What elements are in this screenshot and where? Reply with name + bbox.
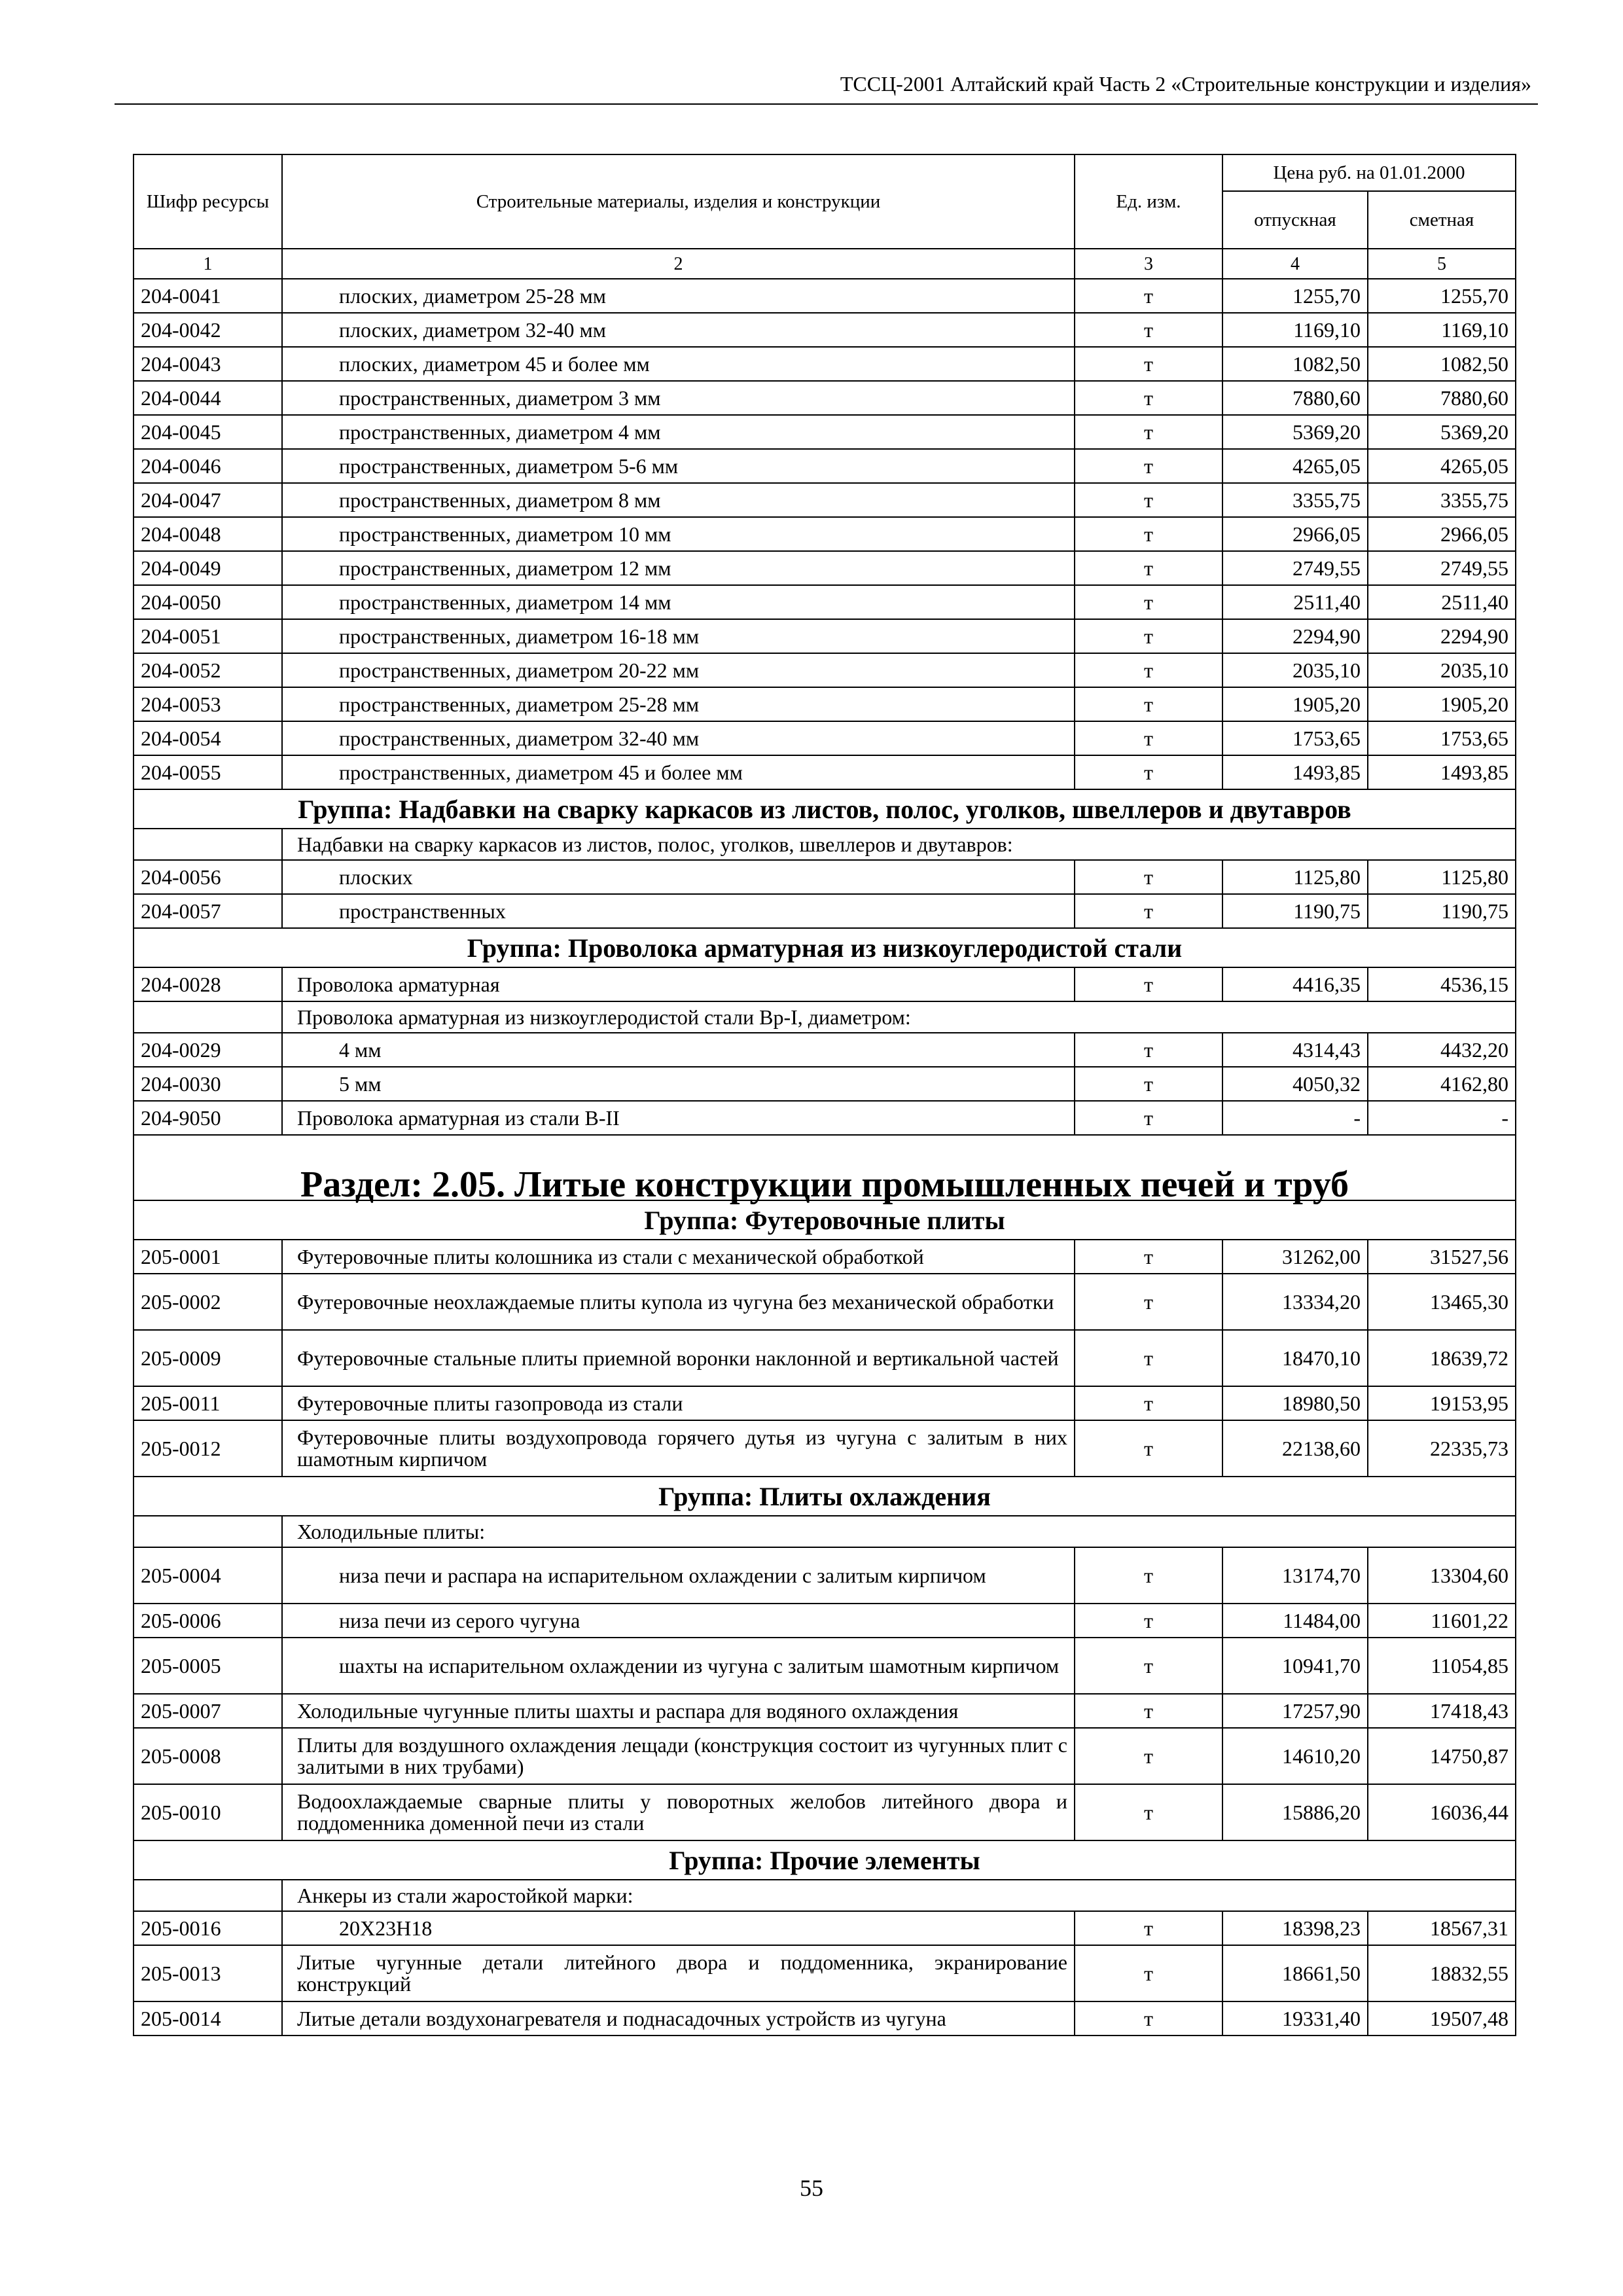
resource-code: 204-0043 — [134, 347, 282, 381]
resource-code: 204-9050 — [134, 1101, 282, 1135]
subheading-text: Надбавки на сварку каркасов из листов, полос, уголков, швеллеров и двутавров: — [282, 829, 1516, 860]
item-name: Футеровочные плиты газопровода из стали — [282, 1386, 1075, 1420]
unit-cell: т — [1075, 449, 1222, 483]
unit-cell: т — [1075, 1067, 1222, 1101]
unit-cell: т — [1075, 483, 1222, 517]
item-name: Холодильные чугунные плиты шахты и распара для водяного охлаждения — [282, 1694, 1075, 1728]
estimate-price: 5369,20 — [1368, 415, 1516, 449]
item-name: Плиты для воздушного охлаждения лещади (конструкция состоит из чугунных плит с залитыми в них трубами) — [282, 1728, 1075, 1784]
resource-code: 204-0030 — [134, 1067, 282, 1101]
unit-cell: т — [1075, 1420, 1222, 1477]
unit-cell: т — [1075, 2001, 1222, 2036]
release-price: 19331,40 — [1222, 2001, 1368, 2036]
column-number: 4 — [1222, 249, 1368, 279]
resource-code: 205-0005 — [134, 1638, 282, 1694]
unit-cell: т — [1075, 415, 1222, 449]
resource-code: 204-0054 — [134, 721, 282, 755]
estimate-price: 2511,40 — [1368, 585, 1516, 619]
table-row — [134, 483, 1516, 517]
item-name: пространственных, диаметром 10 мм — [282, 517, 1075, 551]
group-heading: Группа: Проволока арматурная из низкоуглеродистой стали — [134, 928, 1516, 967]
resource-code: 205-0004 — [134, 1547, 282, 1604]
resource-code: 204-0046 — [134, 449, 282, 483]
table-row — [134, 381, 1516, 415]
item-name: Литые чугунные детали литейного двора и поддоменника, экранирование конструкций — [282, 1945, 1075, 2001]
item-name: 5 мм — [282, 1067, 1075, 1101]
resource-code: 205-0007 — [134, 1694, 282, 1728]
item-name: Водоохлаждаемые сварные плиты у поворотных желобов литейного двора и поддоменника доменной печи из стали — [282, 1784, 1075, 1840]
estimate-price: 1082,50 — [1368, 347, 1516, 381]
estimate-price: 2294,90 — [1368, 619, 1516, 653]
unit-cell: т — [1075, 551, 1222, 585]
resource-code: 204-0049 — [134, 551, 282, 585]
release-price: 2294,90 — [1222, 619, 1368, 653]
estimate-price: 1125,80 — [1368, 860, 1516, 894]
unit-cell: т — [1075, 619, 1222, 653]
unit-cell: т — [1075, 517, 1222, 551]
group-heading: Группа: Прочие элементы — [134, 1840, 1516, 1880]
item-name: Футеровочные стальные плиты приемной воронки наклонной и вертикальной частей — [282, 1330, 1075, 1386]
release-price: 1753,65 — [1222, 721, 1368, 755]
estimate-price: 22335,73 — [1368, 1420, 1516, 1477]
item-name: Проволока арматурная из стали В-II — [282, 1101, 1075, 1135]
table-row — [134, 1604, 1516, 1638]
unit-cell: т — [1075, 279, 1222, 313]
header-rule — [115, 103, 1538, 105]
header-name: Строительные материалы, изделия и конструкции — [282, 154, 1075, 249]
unit-cell: т — [1075, 1784, 1222, 1840]
release-price: 18398,23 — [1222, 1911, 1368, 1945]
unit-cell: т — [1075, 1945, 1222, 2001]
price-table — [133, 154, 1516, 2036]
unit-cell: т — [1075, 1547, 1222, 1604]
table-row — [134, 517, 1516, 551]
resource-code: 204-0053 — [134, 687, 282, 721]
section-heading: Раздел: 2.05. Литые конструкции промышленных печей и труб — [134, 1135, 1516, 1200]
estimate-price: 4265,05 — [1368, 449, 1516, 483]
group-heading: Группа: Футеровочные плиты — [134, 1200, 1516, 1240]
table-row — [134, 1547, 1516, 1604]
estimate-price: - — [1368, 1101, 1516, 1135]
release-price: 14610,20 — [1222, 1728, 1368, 1784]
estimate-price: 1905,20 — [1368, 687, 1516, 721]
item-name: низа печи и распара на испарительном охлаждении с залитым кирпичом — [282, 1547, 1075, 1604]
table-row — [134, 1728, 1516, 1784]
item-name: пространственных, диаметром 32-40 мм — [282, 721, 1075, 755]
subheading-row — [134, 1516, 1516, 1547]
item-name: пространственных, диаметром 25-28 мм — [282, 687, 1075, 721]
column-number: 1 — [134, 249, 282, 279]
release-price: 1255,70 — [1222, 279, 1368, 313]
release-price: 5369,20 — [1222, 415, 1368, 449]
item-name: пространственных, диаметром 45 и более мм — [282, 755, 1075, 789]
resource-code: 204-0041 — [134, 279, 282, 313]
unit-cell: т — [1075, 967, 1222, 1001]
estimate-price: 13304,60 — [1368, 1547, 1516, 1604]
release-price: 1190,75 — [1222, 894, 1368, 928]
item-name: 4 мм — [282, 1033, 1075, 1067]
header-code: Шифр ресурсы — [134, 154, 282, 249]
estimate-price: 4536,15 — [1368, 967, 1516, 1001]
release-price: 18470,10 — [1222, 1330, 1368, 1386]
release-price: 22138,60 — [1222, 1420, 1368, 1477]
release-price: 4265,05 — [1222, 449, 1368, 483]
release-price: 2511,40 — [1222, 585, 1368, 619]
table-row — [134, 653, 1516, 687]
resource-code: 204-0056 — [134, 860, 282, 894]
subheading-text: Анкеры из стали жаростойкой марки: — [282, 1880, 1516, 1911]
unit-cell: т — [1075, 1386, 1222, 1420]
subheading-row — [134, 829, 1516, 860]
estimate-price: 1190,75 — [1368, 894, 1516, 928]
item-name: плоских, диаметром 32-40 мм — [282, 313, 1075, 347]
release-price: 4050,32 — [1222, 1067, 1368, 1101]
unit-cell: т — [1075, 381, 1222, 415]
unit-cell: т — [1075, 1911, 1222, 1945]
release-price: 4416,35 — [1222, 967, 1368, 1001]
resource-code: 205-0008 — [134, 1728, 282, 1784]
unit-cell: т — [1075, 347, 1222, 381]
table-row — [134, 894, 1516, 928]
unit-cell: т — [1075, 721, 1222, 755]
release-price: 3355,75 — [1222, 483, 1368, 517]
table-row — [134, 415, 1516, 449]
unit-cell: т — [1075, 894, 1222, 928]
group-heading-row — [134, 1477, 1516, 1516]
release-price: 1169,10 — [1222, 313, 1368, 347]
resource-code: 204-0044 — [134, 381, 282, 415]
unit-cell: т — [1075, 585, 1222, 619]
empty-cell — [134, 1001, 282, 1033]
table-row — [134, 1784, 1516, 1840]
resource-code: 204-0051 — [134, 619, 282, 653]
unit-cell: т — [1075, 1101, 1222, 1135]
item-name: 20Х23Н18 — [282, 1911, 1075, 1945]
empty-cell — [134, 1880, 282, 1911]
column-number: 2 — [282, 249, 1075, 279]
table-row — [134, 1638, 1516, 1694]
table-row — [134, 687, 1516, 721]
release-price: 4314,43 — [1222, 1033, 1368, 1067]
item-name: пространственных, диаметром 12 мм — [282, 551, 1075, 585]
table-row — [134, 1694, 1516, 1728]
item-name: плоских, диаметром 25-28 мм — [282, 279, 1075, 313]
header-estimate-price: сметная — [1368, 191, 1516, 249]
estimate-price: 2035,10 — [1368, 653, 1516, 687]
release-price: 13174,70 — [1222, 1547, 1368, 1604]
release-price: 1493,85 — [1222, 755, 1368, 789]
table-row — [134, 1420, 1516, 1477]
subheading-text: Проволока арматурная из низкоуглеродистой стали Вр-I, диаметром: — [282, 1001, 1516, 1033]
release-price: 18661,50 — [1222, 1945, 1368, 2001]
table-row — [134, 1101, 1516, 1135]
estimate-price: 17418,43 — [1368, 1694, 1516, 1728]
column-number: 3 — [1075, 249, 1222, 279]
estimate-price: 16036,44 — [1368, 1784, 1516, 1840]
resource-code: 205-0006 — [134, 1604, 282, 1638]
unit-cell: т — [1075, 687, 1222, 721]
unit-cell: т — [1075, 755, 1222, 789]
resource-code: 204-0048 — [134, 517, 282, 551]
table-row — [134, 313, 1516, 347]
table-row — [134, 1911, 1516, 1945]
section-heading-row — [134, 1135, 1516, 1200]
document-title: ТССЦ-2001 Алтайский край Часть 2 «Строительные конструкции и изделия» — [840, 72, 1531, 96]
estimate-price: 11054,85 — [1368, 1638, 1516, 1694]
resource-code: 205-0014 — [134, 2001, 282, 2036]
resource-code: 204-0055 — [134, 755, 282, 789]
empty-cell — [134, 829, 282, 860]
release-price: 18980,50 — [1222, 1386, 1368, 1420]
estimate-price: 19507,48 — [1368, 2001, 1516, 2036]
column-number: 5 — [1368, 249, 1516, 279]
estimate-price: 31527,56 — [1368, 1240, 1516, 1274]
item-name: пространственных, диаметром 3 мм — [282, 381, 1075, 415]
resource-code: 205-0012 — [134, 1420, 282, 1477]
estimate-price: 4432,20 — [1368, 1033, 1516, 1067]
table-row — [134, 967, 1516, 1001]
estimate-price: 1493,85 — [1368, 755, 1516, 789]
item-name: пространственных, диаметром 20-22 мм — [282, 653, 1075, 687]
resource-code: 204-0029 — [134, 1033, 282, 1067]
estimate-price: 18567,31 — [1368, 1911, 1516, 1945]
item-name: пространственных — [282, 894, 1075, 928]
release-price: 1082,50 — [1222, 347, 1368, 381]
unit-cell: т — [1075, 653, 1222, 687]
subheading-row — [134, 1880, 1516, 1911]
release-price: 17257,90 — [1222, 1694, 1368, 1728]
unit-cell: т — [1075, 1638, 1222, 1694]
resource-code: 204-0045 — [134, 415, 282, 449]
group-heading: Группа: Надбавки на сварку каркасов из листов, полос, уголков, швеллеров и двутавров — [134, 789, 1516, 829]
resource-code: 204-0028 — [134, 967, 282, 1001]
resource-code: 205-0013 — [134, 1945, 282, 2001]
resource-code: 204-0057 — [134, 894, 282, 928]
item-name: низа печи из серого чугуна — [282, 1604, 1075, 1638]
table-row — [134, 1240, 1516, 1274]
table-row — [134, 1945, 1516, 2001]
unit-cell: т — [1075, 1694, 1222, 1728]
unit-cell: т — [1075, 1604, 1222, 1638]
release-price: 13334,20 — [1222, 1274, 1368, 1330]
header-unit: Ед. изм. — [1075, 154, 1222, 249]
item-name: пространственных, диаметром 8 мм — [282, 483, 1075, 517]
resource-code: 204-0042 — [134, 313, 282, 347]
estimate-price: 4162,80 — [1368, 1067, 1516, 1101]
item-name: шахты на испарительном охлаждении из чугуна с залитым шамотным кирпичом — [282, 1638, 1075, 1694]
table-row — [134, 1386, 1516, 1420]
estimate-price: 18639,72 — [1368, 1330, 1516, 1386]
column-number-row — [134, 249, 1516, 279]
header-price-group: Цена руб. на 01.01.2000 — [1222, 154, 1516, 191]
estimate-price: 13465,30 — [1368, 1274, 1516, 1330]
page-number: 55 — [800, 2175, 823, 2201]
estimate-price: 14750,87 — [1368, 1728, 1516, 1784]
release-price: 2035,10 — [1222, 653, 1368, 687]
subheading-row — [134, 1001, 1516, 1033]
table-row — [134, 860, 1516, 894]
group-heading-row — [134, 1200, 1516, 1240]
estimate-price: 19153,95 — [1368, 1386, 1516, 1420]
release-price: 1905,20 — [1222, 687, 1368, 721]
resource-code: 205-0010 — [134, 1784, 282, 1840]
unit-cell: т — [1075, 860, 1222, 894]
group-heading: Группа: Плиты охлаждения — [134, 1477, 1516, 1516]
item-name: плоских — [282, 860, 1075, 894]
group-heading-row — [134, 789, 1516, 829]
empty-cell — [134, 1516, 282, 1547]
estimate-price: 7880,60 — [1368, 381, 1516, 415]
item-name: Литые детали воздухонагревателя и поднасадочных устройств из чугуна — [282, 2001, 1075, 2036]
release-price: 2966,05 — [1222, 517, 1368, 551]
table-row — [134, 1274, 1516, 1330]
release-price: 15886,20 — [1222, 1784, 1368, 1840]
table-row — [134, 449, 1516, 483]
unit-cell: т — [1075, 1274, 1222, 1330]
resource-code: 205-0011 — [134, 1386, 282, 1420]
unit-cell: т — [1075, 1330, 1222, 1386]
release-price: 1125,80 — [1222, 860, 1368, 894]
table-row — [134, 721, 1516, 755]
header-release-price: отпускная — [1222, 191, 1368, 249]
resource-code: 205-0009 — [134, 1330, 282, 1386]
item-name: Футеровочные неохлаждаемые плиты купола из чугуна без механической обработки — [282, 1274, 1075, 1330]
release-price: 11484,00 — [1222, 1604, 1368, 1638]
group-heading-row — [134, 928, 1516, 967]
unit-cell: т — [1075, 1728, 1222, 1784]
table-row — [134, 2001, 1516, 2036]
item-name: Футеровочные плиты колошника из стали с механической обработкой — [282, 1240, 1075, 1274]
subheading-text: Холодильные плиты: — [282, 1516, 1516, 1547]
table-row — [134, 585, 1516, 619]
table-row — [134, 755, 1516, 789]
resource-code: 204-0047 — [134, 483, 282, 517]
estimate-price: 2966,05 — [1368, 517, 1516, 551]
estimate-price: 2749,55 — [1368, 551, 1516, 585]
resource-code: 204-0050 — [134, 585, 282, 619]
release-price: 2749,55 — [1222, 551, 1368, 585]
release-price: 10941,70 — [1222, 1638, 1368, 1694]
release-price: - — [1222, 1101, 1368, 1135]
group-heading-row — [134, 1840, 1516, 1880]
table-row — [134, 619, 1516, 653]
table-row — [134, 1033, 1516, 1067]
table-row — [134, 551, 1516, 585]
estimate-price: 3355,75 — [1368, 483, 1516, 517]
resource-code: 205-0016 — [134, 1911, 282, 1945]
item-name: Футеровочные плиты воздухопровода горячего дутья из чугуна с залитым в них шамотным кирпичом — [282, 1420, 1075, 1477]
estimate-price: 1169,10 — [1368, 313, 1516, 347]
table-header-row — [134, 154, 1516, 191]
item-name: пространственных, диаметром 16-18 мм — [282, 619, 1075, 653]
unit-cell: т — [1075, 1033, 1222, 1067]
unit-cell: т — [1075, 1240, 1222, 1274]
item-name: пространственных, диаметром 14 мм — [282, 585, 1075, 619]
item-name: пространственных, диаметром 4 мм — [282, 415, 1075, 449]
estimate-price: 1753,65 — [1368, 721, 1516, 755]
item-name: плоских, диаметром 45 и более мм — [282, 347, 1075, 381]
resource-code: 205-0002 — [134, 1274, 282, 1330]
resource-code: 205-0001 — [134, 1240, 282, 1274]
table-row — [134, 347, 1516, 381]
resource-code: 204-0052 — [134, 653, 282, 687]
table-row — [134, 279, 1516, 313]
release-price: 31262,00 — [1222, 1240, 1368, 1274]
item-name: пространственных, диаметром 5-6 мм — [282, 449, 1075, 483]
table-row — [134, 1067, 1516, 1101]
estimate-price: 11601,22 — [1368, 1604, 1516, 1638]
unit-cell: т — [1075, 313, 1222, 347]
estimate-price: 1255,70 — [1368, 279, 1516, 313]
table-row — [134, 1330, 1516, 1386]
release-price: 7880,60 — [1222, 381, 1368, 415]
estimate-price: 18832,55 — [1368, 1945, 1516, 2001]
item-name: Проволока арматурная — [282, 967, 1075, 1001]
